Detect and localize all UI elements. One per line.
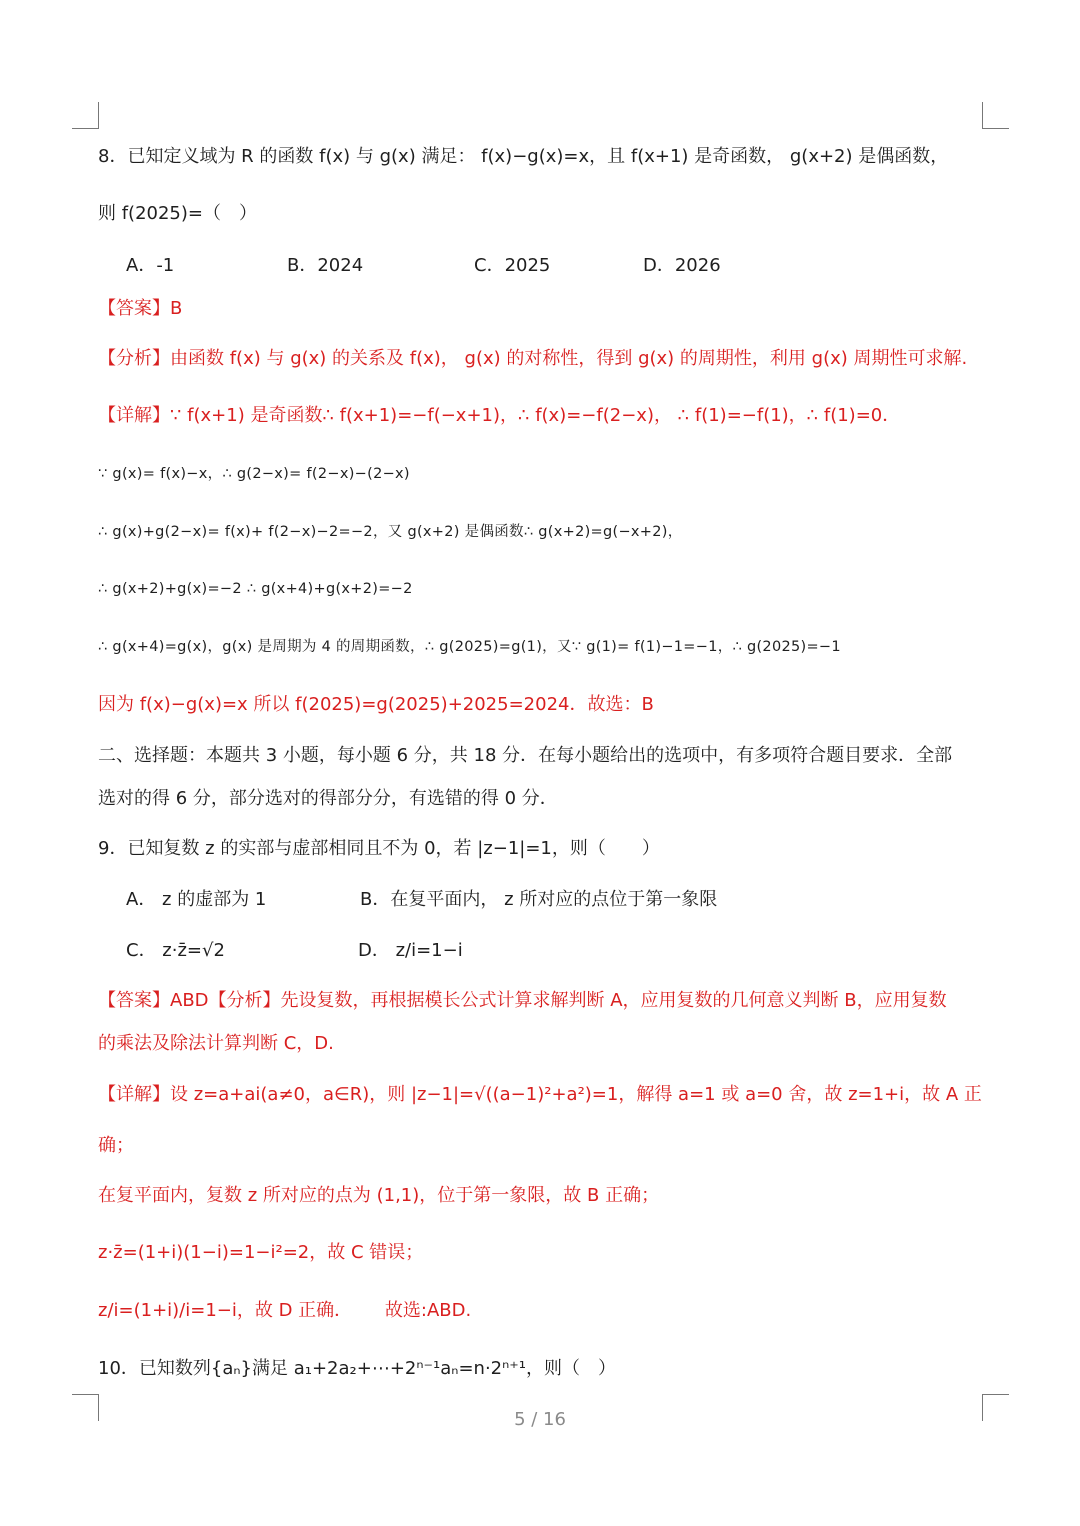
q9-stem: 9．已知复数 z 的实部与虚部相同且不为 0，若 |z−1|=1，则（ ） [98, 838, 660, 859]
q8-detail-line6: 因为 f(x)−g(x)=x 所以 f(2025)=g(2025)+2025=2024．故选：B [98, 694, 654, 715]
q9-option-c: C． z·z̄=√2 [126, 940, 225, 961]
q8-option-b: B．2024 [287, 255, 364, 276]
q9-detail-line4: z·z̄=(1+i)(1−i)=1−i²=2，故 C 错误； [98, 1242, 424, 1263]
q9-detail-line1: 【详解】设 z=a+ai(a≠0，a∈R)，则 |z−1|=√((a−1)²+a²)=1，解得 a=1 或 a=0 舍，故 z=1+i，故 A 正 [98, 1084, 982, 1105]
q8-detail-line1: 【详解】∵ f(x+1) 是奇函数∴ f(x+1)=−f(−x+1)，∴ f(x)=−f(2−x)， ∴ f(1)=−f(1)，∴ f(1)=0． [98, 405, 901, 426]
q9-answer-line2: 的乘法及除法计算判断 C，D. [98, 1033, 334, 1054]
q8-option-a: A．-1 [126, 255, 175, 276]
q8-stem-line2: 则 f(2025)=（ ） [98, 203, 257, 224]
q9-option-b: B．在复平面内， z 所对应的点位于第一象限 [360, 889, 718, 910]
crop-mark-top-left [72, 102, 99, 129]
q8-detail-line5: ∴ g(x+4)=g(x)，g(x) 是周期为 4 的周期函数，∴ g(2025)=g(1)，又∵ g(1)= f(1)−1=−1，∴ g(2025)=−1 [98, 639, 841, 655]
q8-option-c: C．2025 [474, 255, 551, 276]
q8-detail-line3: ∴ g(x)+g(2−x)= f(x)+ f(2−x)−2=−2，又 g(x+2) 是偶函数∴ g(x+2)=g(−x+2)， [98, 524, 683, 540]
q9-option-a: A． z 的虚部为 1 [126, 889, 267, 910]
q9-answer-line1: 【答案】ABD【分析】先设复数，再根据模长公式计算求解判断 A，应用复数的几何意义判断 B，应用复数 [98, 990, 947, 1011]
q8-detail-line4: ∴ g(x+2)+g(x)=−2 ∴ g(x+4)+g(x+2)=−2 [98, 581, 413, 597]
q8-stem-line1: 8．已知定义域为 R 的函数 f(x) 与 g(x) 满足： f(x)−g(x)=x，且 f(x+1) 是奇函数， g(x+2) 是偶函数， [98, 146, 949, 167]
q9-detail-line5: z/i=(1+i)/i=1−i，故 D 正确． 故选:ABD. [98, 1300, 472, 1321]
q9-option-d: D． z/i=1−i [358, 940, 463, 961]
q8-answer: 【答案】B [98, 298, 183, 319]
q8-analysis: 【分析】由函数 f(x) 与 g(x) 的关系及 f(x)， g(x) 的对称性，得到 g(x) 的周期性，利用 g(x) 周期性可求解. [98, 348, 968, 369]
page-number: 5 / 16 [514, 1409, 566, 1430]
q8-detail-line2: ∵ g(x)= f(x)−x，∴ g(2−x)= f(2−x)−(2−x) [98, 466, 410, 482]
q9-detail-line2: 确； [98, 1135, 134, 1156]
crop-mark-top-right [982, 102, 1009, 129]
section2-instructions-line1: 二、选择题：本题共 3 小题，每小题 6 分，共 18 分．在每小题给出的选项中，有多项符合题目要求．全部 [98, 745, 953, 766]
q8-option-d: D．2026 [643, 255, 721, 276]
q10-stem: 10．已知数列{aₙ}满足 a₁+2a₂+⋯+2ⁿ⁻¹aₙ=n·2ⁿ⁺¹，则（ ） [98, 1358, 617, 1379]
section2-instructions-line2: 选对的得 6 分，部分选对的得部分分，有选错的得 0 分． [98, 788, 558, 809]
q9-detail-line3: 在复平面内，复数 z 所对应的点为 (1,1)，位于第一象限，故 B 正确； [98, 1185, 660, 1206]
